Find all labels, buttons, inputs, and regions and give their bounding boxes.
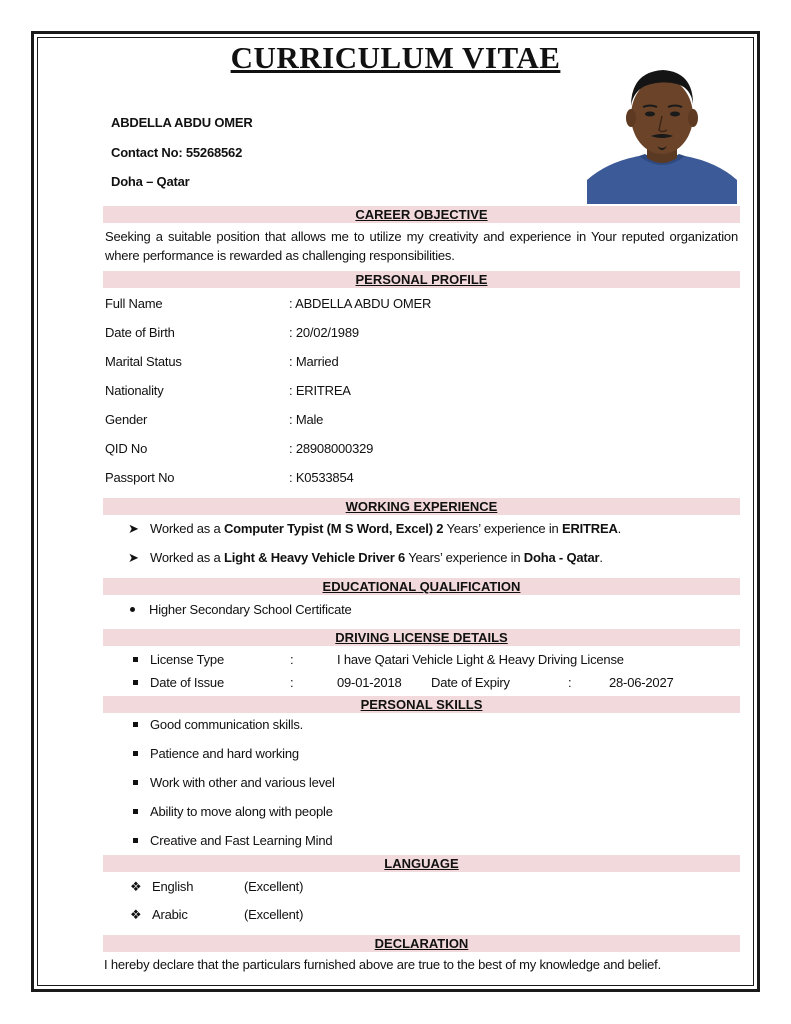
career-objective-text: Seeking a suitable position that allows me to utilize my creativity and experience in Your reputed organization where performance is rewarded as challenging responsibilities. [105, 229, 738, 263]
license-dates-row: Date of Issue : 09-01-2018 Date of Expiry : 28-06-2027 [131, 675, 731, 693]
working-experience-heading: WORKING EXPERIENCE [103, 498, 740, 515]
square-bullet-icon [133, 751, 138, 756]
square-bullet-icon [133, 809, 138, 814]
personal-skills-heading: PERSONAL SKILLS [103, 696, 740, 713]
diamond-bullet-icon: ❖ [130, 907, 142, 922]
location: Doha – Qatar [111, 174, 190, 189]
personal-profile-heading: PERSONAL PROFILE [103, 271, 740, 288]
diamond-bullet-icon: ❖ [130, 879, 142, 894]
language-item: ❖ English (Excellent) [130, 879, 304, 894]
square-bullet-icon [133, 657, 138, 662]
declaration-text: I hereby declare that the particulars furnished above are true to the best of my knowledge and belief. [104, 957, 662, 972]
arrow-bullet-icon: ➤ [128, 550, 139, 565]
square-bullet-icon [133, 722, 138, 727]
square-bullet-icon [133, 680, 138, 685]
language-item: ❖ Arabic (Excellent) [130, 907, 304, 922]
contact-number: Contact No: 55268562 [111, 145, 243, 160]
applicant-photo [587, 58, 737, 204]
skill-item: Creative and Fast Learning Mind [131, 833, 332, 848]
experience-item: ➤ Worked as a Computer Typist (M S Word, Excel) 2 Years’ experience in ERITREA. [128, 521, 622, 536]
language-heading: LANGUAGE [103, 855, 740, 872]
license-type-row: License Type : I have Qatari Vehicle Light & Heavy Driving License [131, 652, 731, 670]
skill-item: Good communication skills. [131, 717, 303, 732]
applicant-name: ABDELLA ABDU OMER [111, 115, 253, 130]
square-bullet-icon [133, 780, 138, 785]
driving-license-heading: DRIVING LICENSE DETAILS [103, 629, 740, 646]
skill-item: Ability to move along with people [131, 804, 333, 819]
education-item: Higher Secondary School Certificate [130, 602, 352, 617]
experience-item: ➤ Worked as a Light & Heavy Vehicle Driver 6 Years’ experience in Doha - Qatar. [128, 550, 603, 565]
arrow-bullet-icon: ➤ [128, 521, 139, 536]
skill-item: Patience and hard working [131, 746, 299, 761]
square-bullet-icon [133, 838, 138, 843]
education-heading: EDUCATIONAL QUALIFICATION [103, 578, 740, 595]
skill-item: Work with other and various level [131, 775, 335, 790]
document-title: CURRICULUM VITAE [230, 40, 561, 75]
round-bullet-icon [130, 607, 135, 612]
career-objective-heading: CAREER OBJECTIVE [103, 206, 740, 223]
declaration-heading: DECLARATION [103, 935, 740, 952]
